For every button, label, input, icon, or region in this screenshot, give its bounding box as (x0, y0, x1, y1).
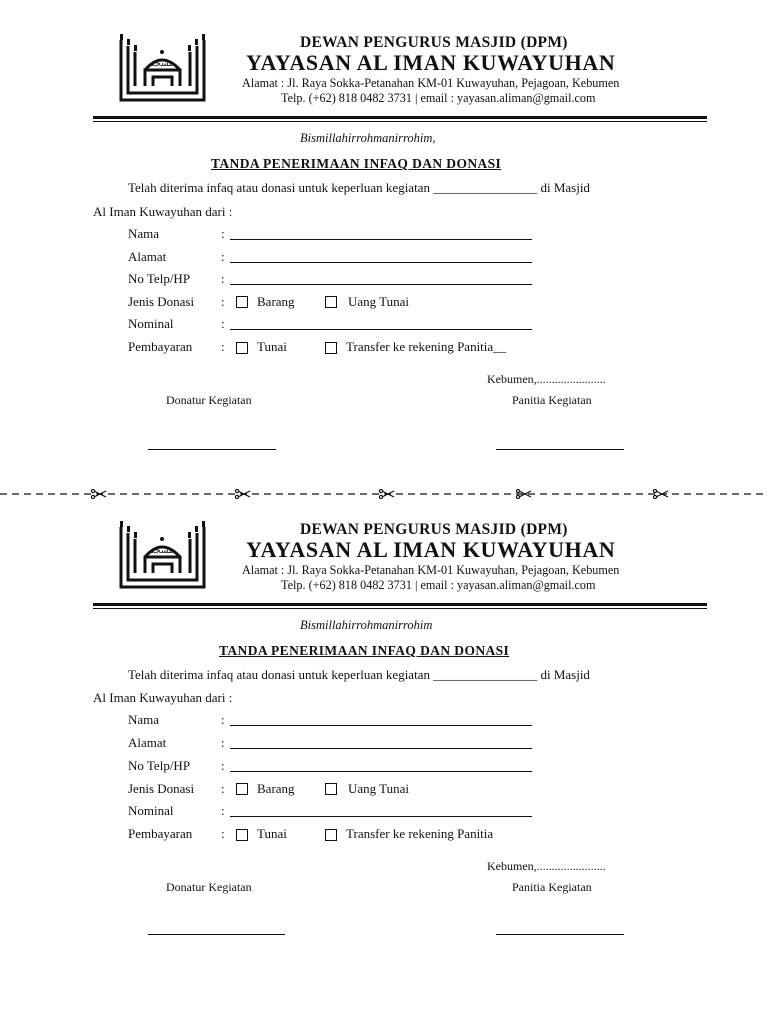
committee-label: Panitia Kegiatan (512, 393, 592, 407)
telp-field[interactable] (230, 771, 532, 772)
option-uang-tunai: Uang Tunai (348, 294, 410, 309)
label-nama: Nama (128, 712, 160, 727)
committee-label: Panitia Kegiatan (512, 880, 592, 894)
alamat-field[interactable] (230, 262, 532, 263)
committee-signature-line[interactable] (496, 449, 624, 450)
org-address: Alamat : Jl. Raya Sokka-Petanahan KM-01 Kuwayuhan, Pejagoan, Kebumen (242, 76, 620, 90)
intro-line-1: Telah diterima infaq atau donasi untuk keperluan kegiatan ________________ di Masjid (128, 667, 590, 682)
intro-line-1: Telah diterima infaq atau donasi untuk keperluan kegiatan ________________ di Masjid (128, 180, 590, 195)
org-contact: Telp. (+62) 818 0482 3731 | email : yayasan.aliman@gmail.com (281, 578, 596, 592)
checkbox-tunai[interactable] (236, 829, 248, 841)
colon: : (221, 735, 225, 750)
nominal-field[interactable] (230, 329, 532, 330)
nama-field[interactable] (230, 239, 532, 240)
mosque-logo (115, 30, 210, 106)
nominal-field[interactable] (230, 816, 532, 817)
intro-line-2: Al Iman Kuwayuhan dari : (93, 204, 233, 219)
option-barang: Barang (257, 781, 295, 796)
alamat-field[interactable] (230, 748, 532, 749)
label-nominal: Nominal (128, 803, 174, 818)
receipt-form-1 (0, 0, 768, 480)
org-name: YAYASAN AL IMAN KUWAYUHAN (246, 50, 616, 75)
label-nama: Nama (128, 226, 160, 241)
org-line1: DEWAN PENGURUS MASJID (DPM) (300, 34, 568, 51)
checkbox-uang-tunai[interactable] (325, 783, 337, 795)
option-uang-tunai: Uang Tunai (348, 781, 410, 796)
telp-field[interactable] (230, 284, 532, 285)
label-jenis-donasi: Jenis Donasi (128, 781, 195, 796)
nama-field[interactable] (230, 725, 532, 726)
checkbox-uang-tunai[interactable] (325, 296, 337, 308)
svg-text:مسجد: مسجد (150, 546, 174, 556)
svg-text:مسجد: مسجد (150, 59, 174, 69)
place-date: Kebumen,....................... (487, 372, 606, 386)
header-rule-thick (93, 116, 707, 119)
donor-label: Donatur Kegiatan (166, 393, 252, 407)
bismillah: Bismillahirrohmanirrohim (300, 618, 433, 632)
org-address: Alamat : Jl. Raya Sokka-Petanahan KM-01 Kuwayuhan, Pejagoan, Kebumen (242, 563, 620, 577)
bismillah: Bismillahirrohmanirrohim, (300, 131, 436, 145)
intro-line-2: Al Iman Kuwayuhan dari : (93, 690, 233, 705)
header-rule-thin (93, 608, 707, 609)
donor-signature-line[interactable] (148, 449, 276, 450)
colon: : (221, 316, 225, 331)
label-pembayaran: Pembayaran (128, 826, 193, 841)
label-jenis-donasi: Jenis Donasi (128, 294, 195, 309)
option-tunai: Tunai (257, 826, 287, 841)
header-rule-thick (93, 603, 707, 606)
label-alamat: Alamat (128, 249, 167, 264)
colon: : (221, 781, 225, 796)
checkbox-transfer[interactable] (325, 829, 337, 841)
colon: : (221, 294, 225, 309)
org-line1: DEWAN PENGURUS MASJID (DPM) (300, 521, 568, 538)
receipt-form-2 (0, 487, 768, 967)
label-pembayaran: Pembayaran (128, 339, 193, 354)
checkbox-barang[interactable] (236, 296, 248, 308)
label-alamat: Alamat (128, 735, 167, 750)
colon: : (221, 758, 225, 773)
donor-signature-line[interactable] (148, 934, 285, 935)
committee-signature-line[interactable] (496, 934, 624, 935)
label-telp: No Telp/HP (128, 758, 191, 773)
option-barang: Barang (257, 294, 295, 309)
colon: : (221, 339, 225, 354)
org-contact: Telp. (+62) 818 0482 3731 | email : yayasan.aliman@gmail.com (281, 91, 596, 105)
header-rule-thin (93, 121, 707, 122)
mosque-logo (115, 517, 210, 593)
checkbox-transfer[interactable] (325, 342, 337, 354)
donor-label: Donatur Kegiatan (166, 880, 252, 894)
checkbox-barang[interactable] (236, 783, 248, 795)
colon: : (221, 826, 225, 841)
colon: : (221, 271, 225, 286)
colon: : (221, 712, 225, 727)
colon: : (221, 249, 225, 264)
label-nominal: Nominal (128, 316, 174, 331)
place-date: Kebumen,....................... (487, 859, 606, 873)
option-transfer: Transfer ke rekening Panitia__ (346, 339, 507, 354)
label-telp: No Telp/HP (128, 271, 191, 286)
form-title: TANDA PENERIMAAN INFAQ DAN DONASI (219, 643, 510, 658)
colon: : (221, 226, 225, 241)
form-title: TANDA PENERIMAAN INFAQ DAN DONASI (211, 156, 502, 171)
option-transfer: Transfer ke rekening Panitia (346, 826, 494, 841)
org-name: YAYASAN AL IMAN KUWAYUHAN (246, 537, 616, 562)
checkbox-tunai[interactable] (236, 342, 248, 354)
option-tunai: Tunai (257, 339, 287, 354)
colon: : (221, 803, 225, 818)
